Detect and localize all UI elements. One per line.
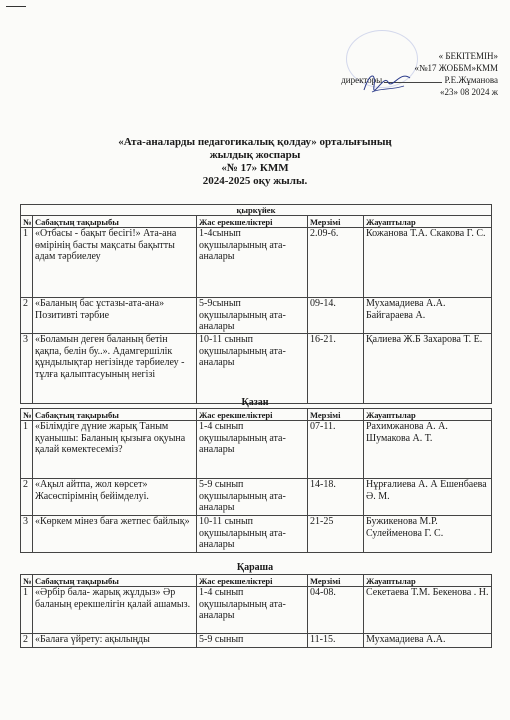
title-line3: «№ 17» КММ [221,162,289,174]
director-label: директоры [341,75,383,85]
month-label-october: Қазан [241,397,269,408]
row-resp: Мухамадиева А.А. Байгараева А. [364,298,492,334]
title-line2: жылдық жоспары [209,149,301,161]
approval-line1: « БЕКІТЕМІН» [438,51,498,61]
header-num: № [21,575,33,587]
row-topic: «Баланың бас ұстазы-ата-ана» Позитивті тәрбие [33,298,197,334]
row-topic: «Білімдіге дүние жарық Таным қуанышы: Баланың қызыға оқуына қалай көмектесеміз? [33,421,197,479]
row-num: 1 [21,421,33,479]
row-date: 04-08. [308,587,364,634]
director-signature [360,64,414,98]
table-row [21,516,492,553]
row-date: 14-18. [308,479,364,516]
top-rule [6,6,26,7]
table-header-row [21,575,492,587]
row-num: 1 [21,587,33,634]
september-month-row [21,205,492,216]
header-age: Жас ерекшеліктері [197,216,308,228]
row-num: 2 [21,634,33,648]
approval-line2: «№17 ЖОББМ»КММ [414,63,498,73]
table-row [21,479,492,516]
row-resp: Бужикенова М.Р. Сулейменова Г. С. [364,516,492,553]
row-num: 1 [21,228,33,298]
table-row [21,421,492,479]
table-row [21,298,492,334]
header-date: Мерзімі [308,575,364,587]
header-age: Жас ерекшеліктері [197,575,308,587]
row-age: 1-4сынып оқушыларының ата-аналары [197,228,308,298]
month-label-november: Қараша [236,562,274,573]
approval-date: «23» 08 2024 ж [440,87,498,97]
row-age: 10-11 сынып оқушыларының ата-аналары [197,334,308,404]
november-table [20,574,492,648]
header-resp: Жауаптылар [364,409,492,421]
row-date: 21-25 [308,516,364,553]
row-resp: Кожанова Т.А. Скакова Г. С. [364,228,492,298]
table-row [21,334,492,404]
october-section [20,408,492,553]
row-age: 5-9 сынып оқушыларының ата-аналары [197,479,308,516]
row-resp: Секетаева Т.М. Бекенова . Н. [364,587,492,634]
row-resp: Рахимжанова А. А. Шумакова А. Т. [364,421,492,479]
header-topic: Сабақтың тақырыбы [33,409,197,421]
row-age: 5-9 сынып [197,634,308,648]
title-line4: 2024-2025 оқу жылы. [202,175,308,187]
row-age: 1-4 сынып оқушыларының ата-аналары [197,421,308,479]
row-resp: Нұрғалиева А. А Ешенбаева Ә. М. [364,479,492,516]
table-row [21,587,492,634]
row-topic: «Боламын деген баланың бетін қақпа, белін бу..». Адамгершілік құндылықтар негізінде тәрбиелеу - тұлға қалыптасуының негізі [33,334,197,404]
document-title [0,136,510,188]
row-resp: Қалиева Ж.Б Захарова Т. Е. [364,334,492,404]
october-table [20,408,492,553]
row-age: 1-4 сынып оқушыларының ата-аналары [197,587,308,634]
row-age: 5-9сынып оқушыларының ата-аналары [197,298,308,334]
row-topic: «Көркем мінез баға жетпес байлық» [33,516,197,553]
row-date: 09-14. [308,298,364,334]
header-age: Жас ерекшеліктері [197,409,308,421]
header-resp: Жауаптылар [364,216,492,228]
row-date: 2.09-6. [308,228,364,298]
header-date: Мерзімі [308,409,364,421]
row-date: 11-15. [308,634,364,648]
table-row [21,228,492,298]
row-resp: Мухамадиева А.А. [364,634,492,648]
row-num: 2 [21,298,33,334]
table-row [21,634,492,648]
table-header-row [21,409,492,421]
row-topic: «Балаға үйрету: ақылыңды [33,634,197,648]
row-date: 07-11. [308,421,364,479]
september-section [20,204,492,404]
september-table [20,204,492,404]
header-resp: Жауаптылар [364,575,492,587]
row-num: 2 [21,479,33,516]
row-num: 3 [21,516,33,553]
header-num: № [21,409,33,421]
november-section [20,574,492,648]
header-topic: Сабақтың тақырыбы [33,575,197,587]
row-date: 16-21. [308,334,364,404]
month-label-september: қыркүйек [21,205,492,216]
title-line1: «Ата-аналарды педагогикалық қолдау» орталығының [118,136,392,148]
row-topic: «Отбасы - бақыт бесігі!» Ата-ана өмірінің басты мақсаты бақытты адам тәрбиелеу [33,228,197,298]
row-topic: «Ақыл айтпа, жол көрсет» Жасөспірімнің бейімделуі. [33,479,197,516]
header-topic: Сабақтың тақырыбы [33,216,197,228]
table-header-row [21,216,492,228]
director-name: Р.Е.Жұманова [444,75,498,85]
row-topic: «Әрбір бала- жарық жұлдыз» Әр баланың ерекшелігін қалай ашамыз. [33,587,197,634]
row-num: 3 [21,334,33,404]
header-date: Мерзімі [308,216,364,228]
header-num: № [21,216,33,228]
row-age: 10-11 сынып оқушыларының ата-аналары [197,516,308,553]
